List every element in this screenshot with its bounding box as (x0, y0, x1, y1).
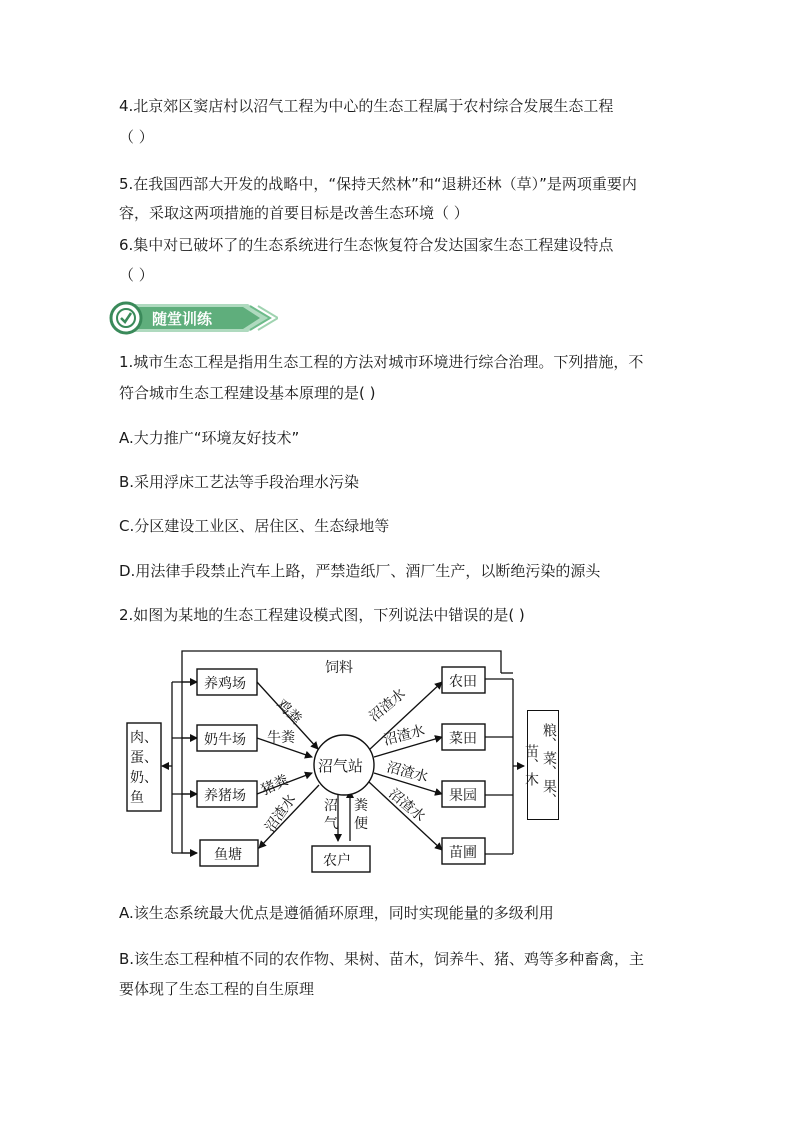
biogas-station-node: 沼气站 (318, 757, 364, 775)
q2-option-b-line1: B.该生态工程种植不同的农作物、果树、苗木，饲养牛、猪、鸡等多种畜禽，主 (119, 950, 645, 968)
biogas-label: 沼气 (324, 798, 338, 832)
q4-line2: （ ） (119, 128, 154, 146)
vegetable-field-node: 菜田 (449, 731, 477, 747)
products-right-box (523, 710, 559, 820)
orchard-node: 果园 (449, 788, 477, 804)
q1-stem-line1: 1.城市生态工程是指用生态工程的方法对城市环境进行综合治理。下列措施，不 (119, 353, 644, 371)
pig-manure-label: 猪粪 (258, 772, 292, 799)
q6-line2: （ ） (119, 266, 154, 284)
chicken-farm-node: 养鸡场 (204, 676, 246, 692)
check-icon (111, 303, 141, 333)
chicken-manure-label: 鸡粪 (273, 696, 305, 728)
feed-label: 饲料 (325, 660, 353, 676)
q1-option-b: B.采用浮床工艺法等手段治理水污染 (119, 473, 360, 491)
q1-option-d: D.用法律手段禁止汽车上路，严禁造纸厂、酒厂生产，以断绝污染的源头 (119, 562, 601, 580)
q1-option-a: A.大力推广“环境友好技术” (119, 429, 300, 447)
residue-water-label-orchard: 沼渣水 (384, 759, 430, 786)
night-soil-label: 粪便 (354, 798, 368, 832)
products-right-label: 粮、菜、果、苗、木 (523, 723, 557, 807)
farmland-node: 农田 (449, 674, 477, 690)
q2-option-b-line2: 要体现了生态工程的自生原理 (119, 980, 315, 998)
q1-stem-line2: 符合城市生态工程建设基本原理的是( ) (119, 384, 376, 402)
residue-water-label-fishpond: 沼渣水 (262, 791, 300, 836)
residue-water-label-farmland: 沼渣水 (366, 685, 409, 726)
section-banner (108, 298, 278, 338)
section-title: 随堂训练 (152, 310, 213, 328)
products-left-box-label: 肉、蛋、奶、鱼 (130, 730, 158, 806)
q4-line1: 4.北京郊区窦店村以沼气工程为中心的生态工程属于农村综合发展生态工程 (119, 97, 614, 115)
residue-water-label-vegetable: 沼渣水 (381, 722, 427, 749)
q6-line1: 6.集中对已破坏了的生态系统进行生态恢复符合发达国家生态工程建设特点 (119, 236, 614, 254)
q1-option-c: C.分区建设工业区、居住区、生态绿地等 (119, 517, 390, 535)
pig-farm-node: 养猪场 (204, 788, 246, 804)
cow-manure-label: 牛粪 (267, 730, 295, 746)
dairy-farm-node: 奶牛场 (204, 732, 246, 748)
household-node: 农户 (323, 853, 351, 869)
q2-stem: 2.如图为某地的生态工程建设模式图，下列说法中错误的是( ) (119, 606, 525, 624)
q5-line2: 容，采取这两项措施的首要目标是改善生态环境（ ） (119, 204, 469, 222)
nursery-node: 苗圃 (449, 845, 477, 861)
q5-line1: 5.在我国西部大开发的战略中，“保持天然林”和“退耕还林（草）”是两项重要内 (119, 175, 637, 193)
fish-pond-node: 鱼塘 (214, 847, 242, 863)
q2-option-a: A.该生态系统最大优点是遵循循环原理，同时实现能量的多级利用 (119, 904, 554, 922)
ecological-engineering-diagram (124, 645, 526, 880)
residue-water-label-nursery: 沼渣水 (385, 785, 428, 826)
